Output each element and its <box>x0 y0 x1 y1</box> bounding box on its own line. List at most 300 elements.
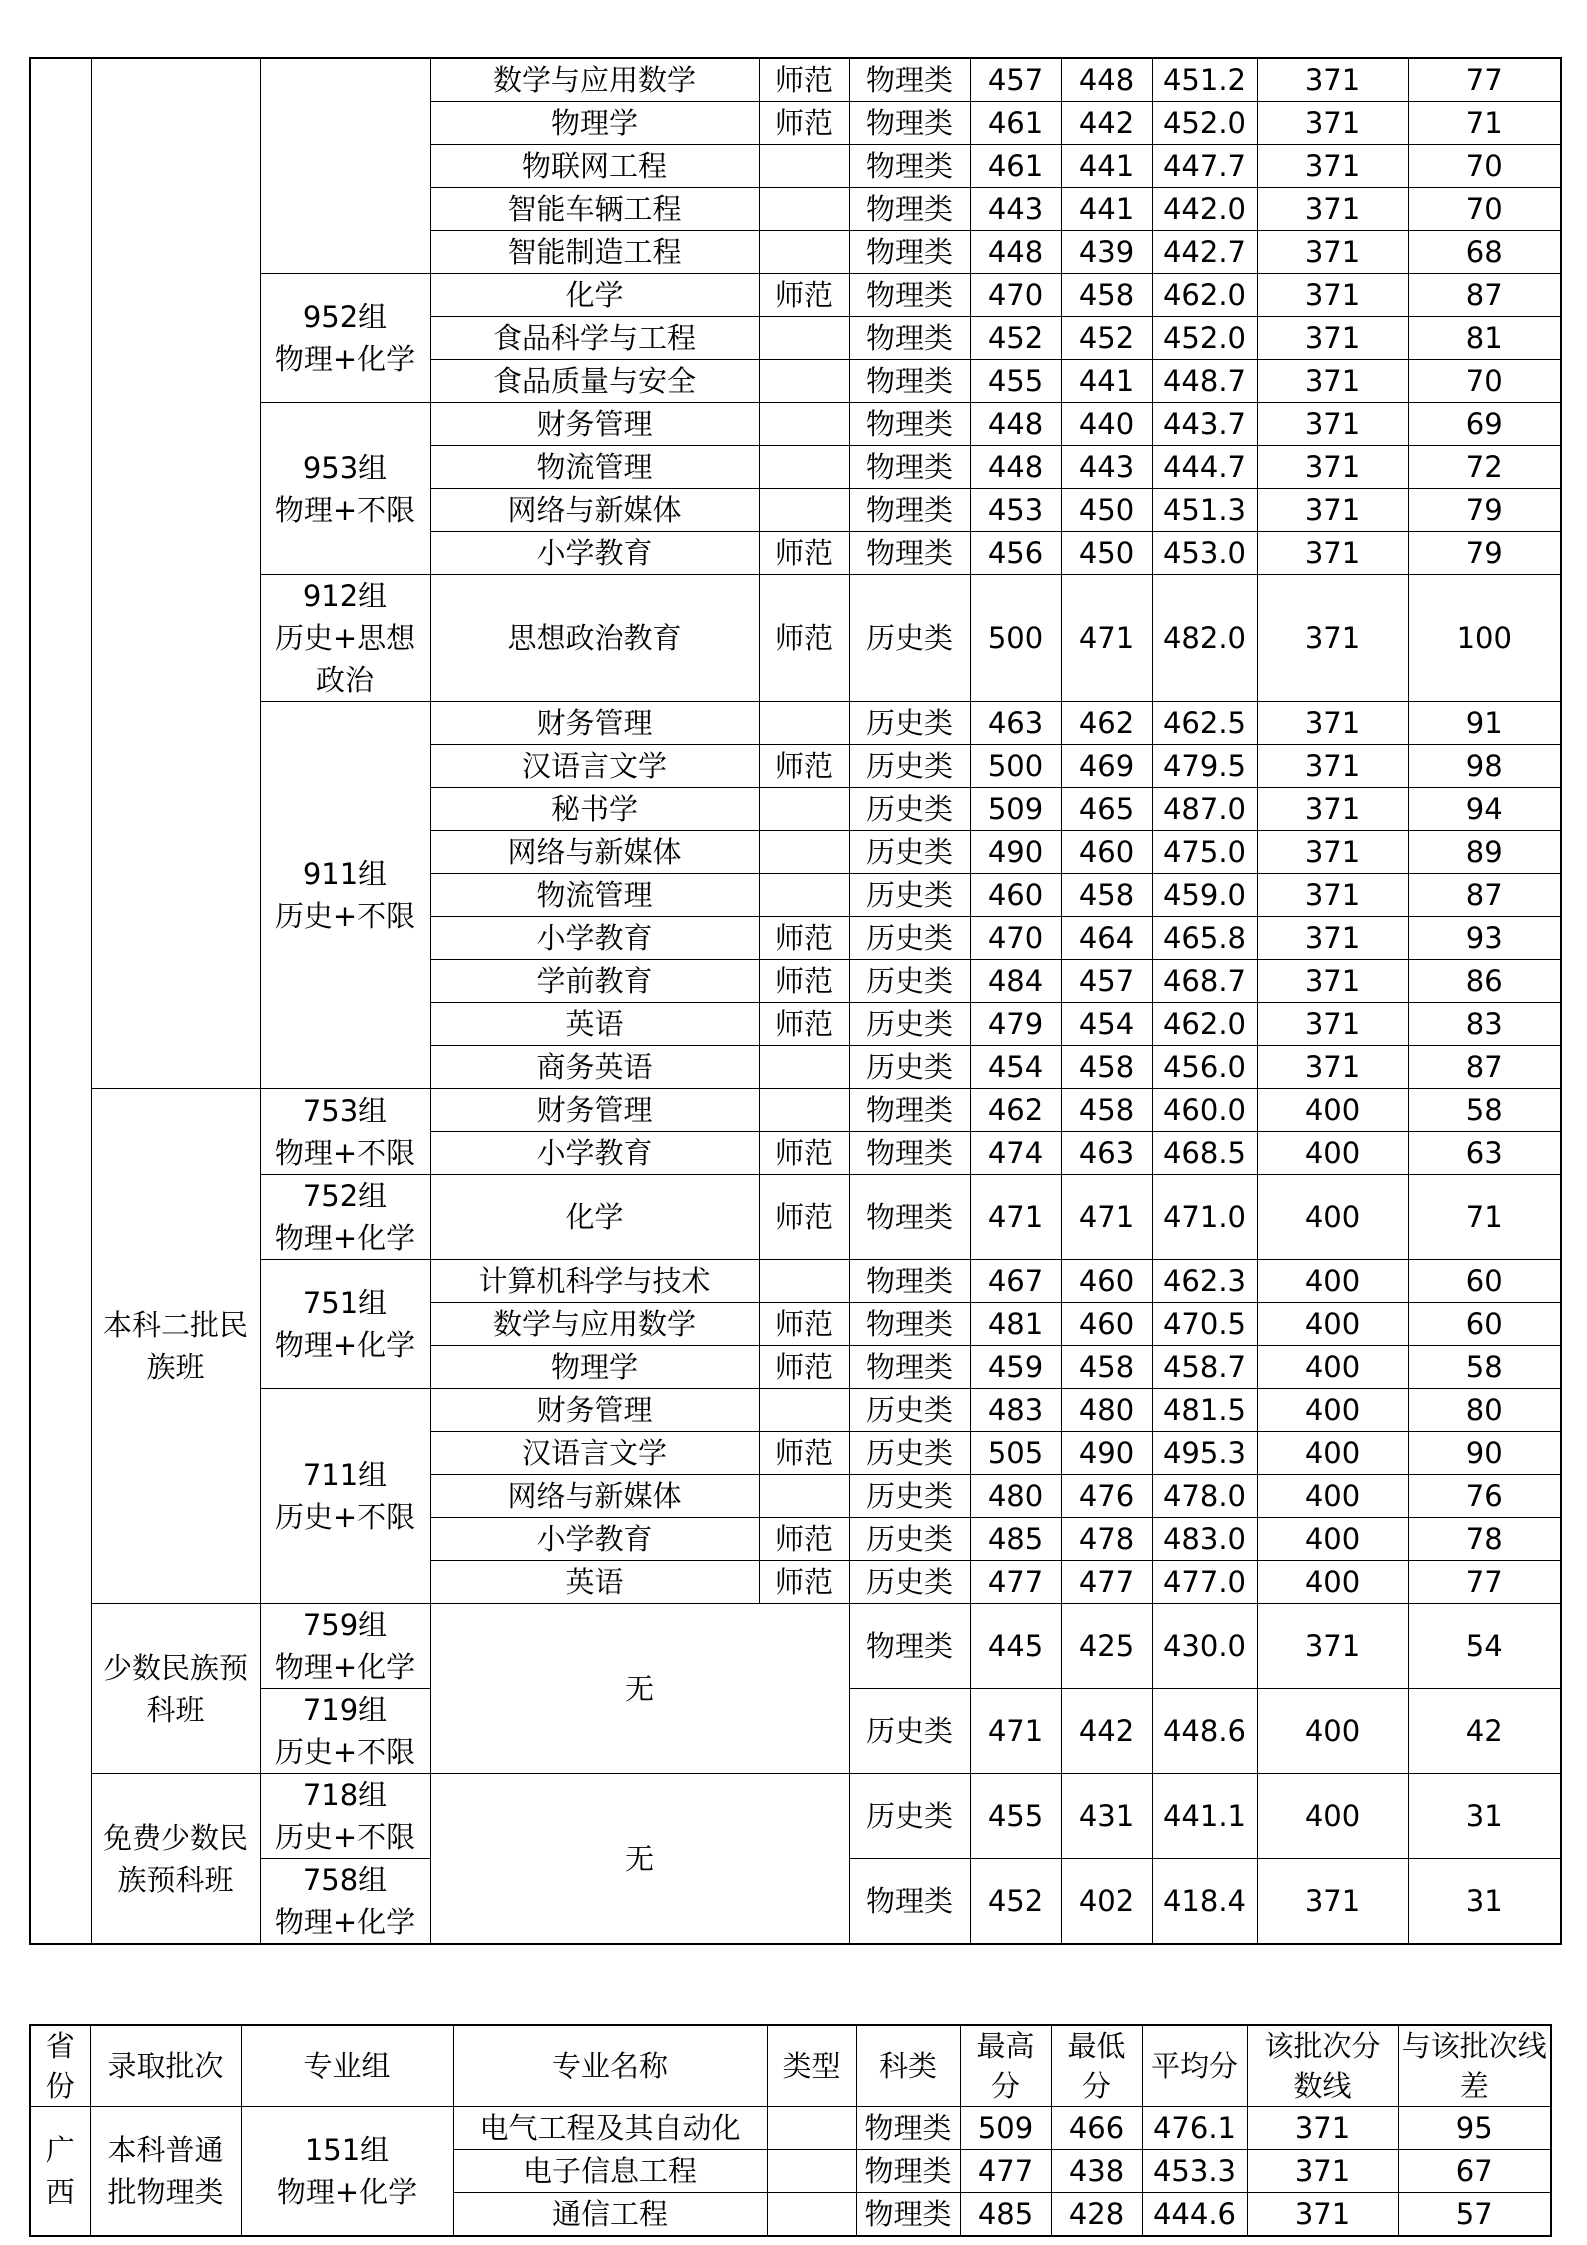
major-group-cell: 912组 历史+思想 政治 <box>260 575 430 702</box>
max-score-cell: 456 <box>970 532 1061 575</box>
subject-cell: 历史类 <box>849 1003 970 1046</box>
min-score-cell: 476 <box>1061 1475 1152 1518</box>
major-name-cell: 无 <box>430 1604 849 1774</box>
batch-line-cell: 400 <box>1257 1389 1408 1432</box>
major-name-cell: 电气工程及其自动化 <box>453 2107 767 2150</box>
batch-line-cell: 400 <box>1257 1689 1408 1774</box>
batch-line-cell: 400 <box>1257 1475 1408 1518</box>
min-score-cell: 442 <box>1061 1689 1152 1774</box>
avg-score-cell: 468.5 <box>1152 1132 1257 1175</box>
min-score-cell: 460 <box>1061 831 1152 874</box>
type-cell <box>759 317 849 360</box>
diff-cell: 76 <box>1408 1475 1561 1518</box>
min-score-cell: 441 <box>1061 360 1152 403</box>
subject-cell: 物理类 <box>849 1089 970 1132</box>
subject-cell: 历史类 <box>849 575 970 702</box>
diff-cell: 94 <box>1408 788 1561 831</box>
subject-cell: 物理类 <box>856 2107 960 2150</box>
diff-cell: 95 <box>1398 2107 1551 2150</box>
min-score-cell: 458 <box>1061 274 1152 317</box>
avg-score-cell: 451.3 <box>1152 489 1257 532</box>
type-cell: 师范 <box>759 532 849 575</box>
batch-cell: 免费少数民族预科班 <box>91 1774 260 1945</box>
max-score-cell: 457 <box>970 58 1061 102</box>
avg-score-cell: 475.0 <box>1152 831 1257 874</box>
type-cell: 师范 <box>759 960 849 1003</box>
subject-cell: 物理类 <box>849 1260 970 1303</box>
diff-cell: 31 <box>1408 1859 1561 1945</box>
avg-score-cell: 482.0 <box>1152 575 1257 702</box>
min-score-cell: 477 <box>1061 1561 1152 1604</box>
column-header: 最低分 <box>1051 2025 1142 2107</box>
diff-cell: 54 <box>1408 1604 1561 1689</box>
major-name-cell: 小学教育 <box>430 532 759 575</box>
avg-score-cell: 471.0 <box>1152 1175 1257 1260</box>
max-score-cell: 470 <box>970 917 1061 960</box>
min-score-cell: 443 <box>1061 446 1152 489</box>
max-score-cell: 481 <box>970 1303 1061 1346</box>
min-score-cell: 450 <box>1061 489 1152 532</box>
table-row <box>30 575 1561 702</box>
subject-cell: 物理类 <box>849 317 970 360</box>
diff-cell: 72 <box>1408 446 1561 489</box>
type-cell <box>759 403 849 446</box>
batch-line-cell: 371 <box>1257 1604 1408 1689</box>
max-score-cell: 500 <box>970 575 1061 702</box>
max-score-cell: 448 <box>970 446 1061 489</box>
column-header: 省份 <box>30 2025 90 2107</box>
min-score-cell: 438 <box>1051 2150 1142 2193</box>
major-name-cell: 物联网工程 <box>430 145 759 188</box>
avg-score-cell: 478.0 <box>1152 1475 1257 1518</box>
avg-score-cell: 495.3 <box>1152 1432 1257 1475</box>
batch-line-cell: 371 <box>1247 2193 1398 2237</box>
major-name-cell: 财务管理 <box>430 403 759 446</box>
max-score-cell: 453 <box>970 489 1061 532</box>
type-cell: 师范 <box>759 1518 849 1561</box>
table-row <box>30 2107 1551 2150</box>
avg-score-cell: 453.3 <box>1142 2150 1247 2193</box>
type-cell <box>759 145 849 188</box>
min-score-cell: 442 <box>1061 102 1152 145</box>
table-row <box>30 702 1561 745</box>
batch-line-cell: 371 <box>1257 575 1408 702</box>
diff-cell: 58 <box>1408 1346 1561 1389</box>
table-row <box>30 1389 1561 1432</box>
max-score-cell: 485 <box>970 1518 1061 1561</box>
diff-cell: 77 <box>1408 1561 1561 1604</box>
min-score-cell: 441 <box>1061 145 1152 188</box>
avg-score-cell: 487.0 <box>1152 788 1257 831</box>
min-score-cell: 460 <box>1061 1260 1152 1303</box>
subject-cell: 历史类 <box>849 788 970 831</box>
diff-cell: 58 <box>1408 1089 1561 1132</box>
diff-cell: 80 <box>1408 1389 1561 1432</box>
max-score-cell: 471 <box>970 1689 1061 1774</box>
avg-score-cell: 479.5 <box>1152 745 1257 788</box>
batch-line-cell: 371 <box>1257 317 1408 360</box>
major-name-cell: 秘书学 <box>430 788 759 831</box>
column-header: 专业名称 <box>453 2025 767 2107</box>
min-score-cell: 478 <box>1061 1518 1152 1561</box>
type-cell <box>759 1475 849 1518</box>
major-name-cell: 商务英语 <box>430 1046 759 1089</box>
subject-cell: 物理类 <box>849 403 970 446</box>
admission-scores-table-continued <box>29 57 1562 1945</box>
diff-cell: 67 <box>1398 2150 1551 2193</box>
subject-cell: 历史类 <box>849 1561 970 1604</box>
diff-cell: 79 <box>1408 489 1561 532</box>
avg-score-cell: 456.0 <box>1152 1046 1257 1089</box>
batch-line-cell: 400 <box>1257 1175 1408 1260</box>
batch-line-cell: 371 <box>1257 360 1408 403</box>
major-group-cell: 151组 物理+化学 <box>241 2107 453 2237</box>
min-score-cell: 460 <box>1061 1303 1152 1346</box>
type-cell: 师范 <box>759 1303 849 1346</box>
major-name-cell: 网络与新媒体 <box>430 489 759 532</box>
type-cell: 师范 <box>759 58 849 102</box>
major-name-cell: 数学与应用数学 <box>430 1303 759 1346</box>
batch-line-cell: 371 <box>1257 1003 1408 1046</box>
diff-cell: 90 <box>1408 1432 1561 1475</box>
diff-cell: 98 <box>1408 745 1561 788</box>
avg-score-cell: 477.0 <box>1152 1561 1257 1604</box>
diff-cell: 78 <box>1408 1518 1561 1561</box>
batch-line-cell: 371 <box>1257 831 1408 874</box>
batch-cell: 本科普通批物理类 <box>90 2107 241 2237</box>
type-cell: 师范 <box>759 1346 849 1389</box>
major-name-cell: 无 <box>430 1774 849 1945</box>
header-row <box>30 2025 1551 2107</box>
max-score-cell: 477 <box>970 1561 1061 1604</box>
avg-score-cell: 481.5 <box>1152 1389 1257 1432</box>
avg-score-cell: 442.0 <box>1152 188 1257 231</box>
batch-line-cell: 371 <box>1257 58 1408 102</box>
subject-cell: 物理类 <box>849 188 970 231</box>
min-score-cell: 431 <box>1061 1774 1152 1859</box>
major-group-cell: 759组 物理+化学 <box>260 1604 430 1689</box>
batch-line-cell: 400 <box>1257 1260 1408 1303</box>
avg-score-cell: 462.0 <box>1152 274 1257 317</box>
column-header: 录取批次 <box>90 2025 241 2107</box>
subject-cell: 历史类 <box>849 1689 970 1774</box>
diff-cell: 71 <box>1408 102 1561 145</box>
diff-cell: 63 <box>1408 1132 1561 1175</box>
subject-cell: 物理类 <box>849 1859 970 1945</box>
avg-score-cell: 465.8 <box>1152 917 1257 960</box>
avg-score-cell: 442.7 <box>1152 231 1257 274</box>
type-cell <box>759 489 849 532</box>
major-group-cell: 952组 物理+化学 <box>260 274 430 403</box>
min-score-cell: 439 <box>1061 231 1152 274</box>
major-name-cell: 英语 <box>430 1561 759 1604</box>
diff-cell: 68 <box>1408 231 1561 274</box>
subject-cell: 物理类 <box>849 1303 970 1346</box>
min-score-cell: 471 <box>1061 1175 1152 1260</box>
max-score-cell: 463 <box>970 702 1061 745</box>
major-name-cell: 数学与应用数学 <box>430 58 759 102</box>
avg-score-cell: 444.6 <box>1142 2193 1247 2237</box>
diff-cell: 86 <box>1408 960 1561 1003</box>
batch-cell: 少数民族预科班 <box>91 1604 260 1774</box>
column-header: 类型 <box>767 2025 856 2107</box>
batch-cell <box>91 58 260 1089</box>
diff-cell: 71 <box>1408 1175 1561 1260</box>
column-header: 专业组 <box>241 2025 453 2107</box>
subject-cell: 物理类 <box>849 145 970 188</box>
subject-cell: 物理类 <box>849 1604 970 1689</box>
major-group-cell: 718组 历史+不限 <box>260 1774 430 1859</box>
table-row <box>30 58 1561 102</box>
major-name-cell: 智能车辆工程 <box>430 188 759 231</box>
table-row <box>30 403 1561 446</box>
max-score-cell: 460 <box>970 874 1061 917</box>
avg-score-cell: 418.4 <box>1152 1859 1257 1945</box>
major-group-cell: 953组 物理+不限 <box>260 403 430 575</box>
batch-line-cell: 400 <box>1257 1132 1408 1175</box>
min-score-cell: 428 <box>1051 2193 1142 2237</box>
type-cell: 师范 <box>759 1175 849 1260</box>
batch-line-cell: 371 <box>1257 532 1408 575</box>
avg-score-cell: 453.0 <box>1152 532 1257 575</box>
major-name-cell: 思想政治教育 <box>430 575 759 702</box>
batch-line-cell: 400 <box>1257 1346 1408 1389</box>
type-cell: 师范 <box>759 1432 849 1475</box>
max-score-cell: 505 <box>970 1432 1061 1475</box>
avg-score-cell: 447.7 <box>1152 145 1257 188</box>
batch-line-cell: 371 <box>1257 960 1408 1003</box>
batch-cell: 本科二批民族班 <box>91 1089 260 1604</box>
diff-cell: 60 <box>1408 1260 1561 1303</box>
major-name-cell: 智能制造工程 <box>430 231 759 274</box>
major-name-cell: 学前教育 <box>430 960 759 1003</box>
max-score-cell: 500 <box>970 745 1061 788</box>
max-score-cell: 455 <box>970 1774 1061 1859</box>
column-header: 该批次分数线 <box>1247 2025 1398 2107</box>
type-cell: 师范 <box>759 1561 849 1604</box>
diff-cell: 89 <box>1408 831 1561 874</box>
diff-cell: 100 <box>1408 575 1561 702</box>
batch-line-cell: 371 <box>1257 274 1408 317</box>
max-score-cell: 467 <box>970 1260 1061 1303</box>
subject-cell: 历史类 <box>849 1774 970 1859</box>
type-cell: 师范 <box>759 102 849 145</box>
min-score-cell: 465 <box>1061 788 1152 831</box>
major-group-cell: 752组 物理+化学 <box>260 1175 430 1260</box>
max-score-cell: 509 <box>970 788 1061 831</box>
avg-score-cell: 460.0 <box>1152 1089 1257 1132</box>
type-cell: 师范 <box>759 274 849 317</box>
major-name-cell: 网络与新媒体 <box>430 1475 759 1518</box>
min-score-cell: 462 <box>1061 702 1152 745</box>
major-name-cell: 计算机科学与技术 <box>430 1260 759 1303</box>
batch-line-cell: 400 <box>1257 1089 1408 1132</box>
major-name-cell: 物理学 <box>430 1346 759 1389</box>
type-cell: 师范 <box>759 1003 849 1046</box>
type-cell: 师范 <box>759 575 849 702</box>
batch-line-cell: 400 <box>1257 1432 1408 1475</box>
min-score-cell: 458 <box>1061 1089 1152 1132</box>
type-cell <box>767 2193 856 2237</box>
max-score-cell: 455 <box>970 360 1061 403</box>
major-group-cell: 753组 物理+不限 <box>260 1089 430 1175</box>
max-score-cell: 454 <box>970 1046 1061 1089</box>
min-score-cell: 448 <box>1061 58 1152 102</box>
avg-score-cell: 451.2 <box>1152 58 1257 102</box>
max-score-cell: 471 <box>970 1175 1061 1260</box>
max-score-cell: 484 <box>970 960 1061 1003</box>
major-name-cell: 化学 <box>430 274 759 317</box>
avg-score-cell: 441.1 <box>1152 1774 1257 1859</box>
diff-cell: 87 <box>1408 1046 1561 1089</box>
type-cell <box>767 2150 856 2193</box>
max-score-cell: 474 <box>970 1132 1061 1175</box>
min-score-cell: 425 <box>1061 1604 1152 1689</box>
major-name-cell: 汉语言文学 <box>430 745 759 788</box>
column-header: 与该批次线差 <box>1398 2025 1551 2107</box>
avg-score-cell: 462.0 <box>1152 1003 1257 1046</box>
max-score-cell: 459 <box>970 1346 1061 1389</box>
column-header: 平均分 <box>1142 2025 1247 2107</box>
min-score-cell: 454 <box>1061 1003 1152 1046</box>
diff-cell: 93 <box>1408 917 1561 960</box>
table-row <box>30 1604 1561 1689</box>
min-score-cell: 480 <box>1061 1389 1152 1432</box>
type-cell: 师范 <box>759 1132 849 1175</box>
min-score-cell: 450 <box>1061 532 1152 575</box>
min-score-cell: 471 <box>1061 575 1152 702</box>
batch-line-cell: 371 <box>1257 446 1408 489</box>
batch-line-cell: 371 <box>1257 231 1408 274</box>
subject-cell: 历史类 <box>849 702 970 745</box>
avg-score-cell: 448.6 <box>1152 1689 1257 1774</box>
batch-line-cell: 371 <box>1257 1046 1408 1089</box>
type-cell <box>759 702 849 745</box>
diff-cell: 70 <box>1408 360 1561 403</box>
batch-line-cell: 400 <box>1257 1774 1408 1859</box>
avg-score-cell: 430.0 <box>1152 1604 1257 1689</box>
major-group-cell <box>260 58 430 274</box>
type-cell <box>759 1389 849 1432</box>
max-score-cell: 483 <box>970 1389 1061 1432</box>
table-row <box>30 1175 1561 1260</box>
diff-cell: 87 <box>1408 274 1561 317</box>
max-score-cell: 509 <box>960 2107 1051 2150</box>
max-score-cell: 479 <box>970 1003 1061 1046</box>
subject-cell: 历史类 <box>849 1046 970 1089</box>
max-score-cell: 462 <box>970 1089 1061 1132</box>
min-score-cell: 458 <box>1061 874 1152 917</box>
batch-line-cell: 371 <box>1247 2107 1398 2150</box>
subject-cell: 物理类 <box>849 360 970 403</box>
max-score-cell: 461 <box>970 102 1061 145</box>
diff-cell: 70 <box>1408 188 1561 231</box>
batch-line-cell: 371 <box>1257 702 1408 745</box>
type-cell <box>759 1046 849 1089</box>
diff-cell: 77 <box>1408 58 1561 102</box>
type-cell <box>759 788 849 831</box>
major-name-cell: 汉语言文学 <box>430 1432 759 1475</box>
subject-cell: 物理类 <box>856 2193 960 2237</box>
table-row <box>30 1260 1561 1303</box>
max-score-cell: 485 <box>960 2193 1051 2237</box>
avg-score-cell: 443.7 <box>1152 403 1257 446</box>
min-score-cell: 457 <box>1061 960 1152 1003</box>
subject-cell: 物理类 <box>849 58 970 102</box>
table-row <box>30 1089 1561 1132</box>
type-cell: 师范 <box>759 745 849 788</box>
major-name-cell: 财务管理 <box>430 702 759 745</box>
diff-cell: 91 <box>1408 702 1561 745</box>
table-row <box>30 1774 1561 1859</box>
type-cell <box>759 446 849 489</box>
major-group-cell: 758组 物理+化学 <box>260 1859 430 1945</box>
subject-cell: 物理类 <box>849 1132 970 1175</box>
min-score-cell: 452 <box>1061 317 1152 360</box>
subject-cell: 物理类 <box>849 102 970 145</box>
type-cell <box>767 2107 856 2150</box>
major-name-cell: 小学教育 <box>430 1518 759 1561</box>
batch-line-cell: 371 <box>1257 145 1408 188</box>
subject-cell: 历史类 <box>849 1475 970 1518</box>
avg-score-cell: 448.7 <box>1152 360 1257 403</box>
major-group-cell: 751组 物理+化学 <box>260 1260 430 1389</box>
type-cell <box>759 231 849 274</box>
diff-cell: 87 <box>1408 874 1561 917</box>
guangxi-admission-scores-table <box>29 2024 1552 2237</box>
min-score-cell: 441 <box>1061 188 1152 231</box>
diff-cell: 69 <box>1408 403 1561 446</box>
avg-score-cell: 462.5 <box>1152 702 1257 745</box>
major-name-cell: 食品科学与工程 <box>430 317 759 360</box>
diff-cell: 83 <box>1408 1003 1561 1046</box>
min-score-cell: 469 <box>1061 745 1152 788</box>
min-score-cell: 402 <box>1061 1859 1152 1945</box>
min-score-cell: 458 <box>1061 1346 1152 1389</box>
type-cell <box>759 1260 849 1303</box>
subject-cell: 物理类 <box>849 446 970 489</box>
major-group-cell: 711组 历史+不限 <box>260 1389 430 1604</box>
diff-cell: 42 <box>1408 1689 1561 1774</box>
major-name-cell: 物理学 <box>430 102 759 145</box>
batch-line-cell: 371 <box>1257 489 1408 532</box>
min-score-cell: 466 <box>1051 2107 1142 2150</box>
max-score-cell: 470 <box>970 274 1061 317</box>
avg-score-cell: 444.7 <box>1152 446 1257 489</box>
table-row <box>30 274 1561 317</box>
subject-cell: 物理类 <box>849 1346 970 1389</box>
batch-line-cell: 400 <box>1257 1561 1408 1604</box>
min-score-cell: 463 <box>1061 1132 1152 1175</box>
avg-score-cell: 468.7 <box>1152 960 1257 1003</box>
subject-cell: 物理类 <box>849 231 970 274</box>
avg-score-cell: 483.0 <box>1152 1518 1257 1561</box>
avg-score-cell: 476.1 <box>1142 2107 1247 2150</box>
max-score-cell: 452 <box>970 1859 1061 1945</box>
min-score-cell: 490 <box>1061 1432 1152 1475</box>
max-score-cell: 490 <box>970 831 1061 874</box>
major-group-cell: 719组 历史+不限 <box>260 1689 430 1774</box>
batch-line-cell: 371 <box>1257 102 1408 145</box>
batch-line-cell: 371 <box>1257 403 1408 446</box>
subject-cell: 历史类 <box>849 1389 970 1432</box>
major-name-cell: 网络与新媒体 <box>430 831 759 874</box>
subject-cell: 历史类 <box>849 874 970 917</box>
type-cell <box>759 360 849 403</box>
diff-cell: 57 <box>1398 2193 1551 2237</box>
max-score-cell: 448 <box>970 231 1061 274</box>
max-score-cell: 461 <box>970 145 1061 188</box>
